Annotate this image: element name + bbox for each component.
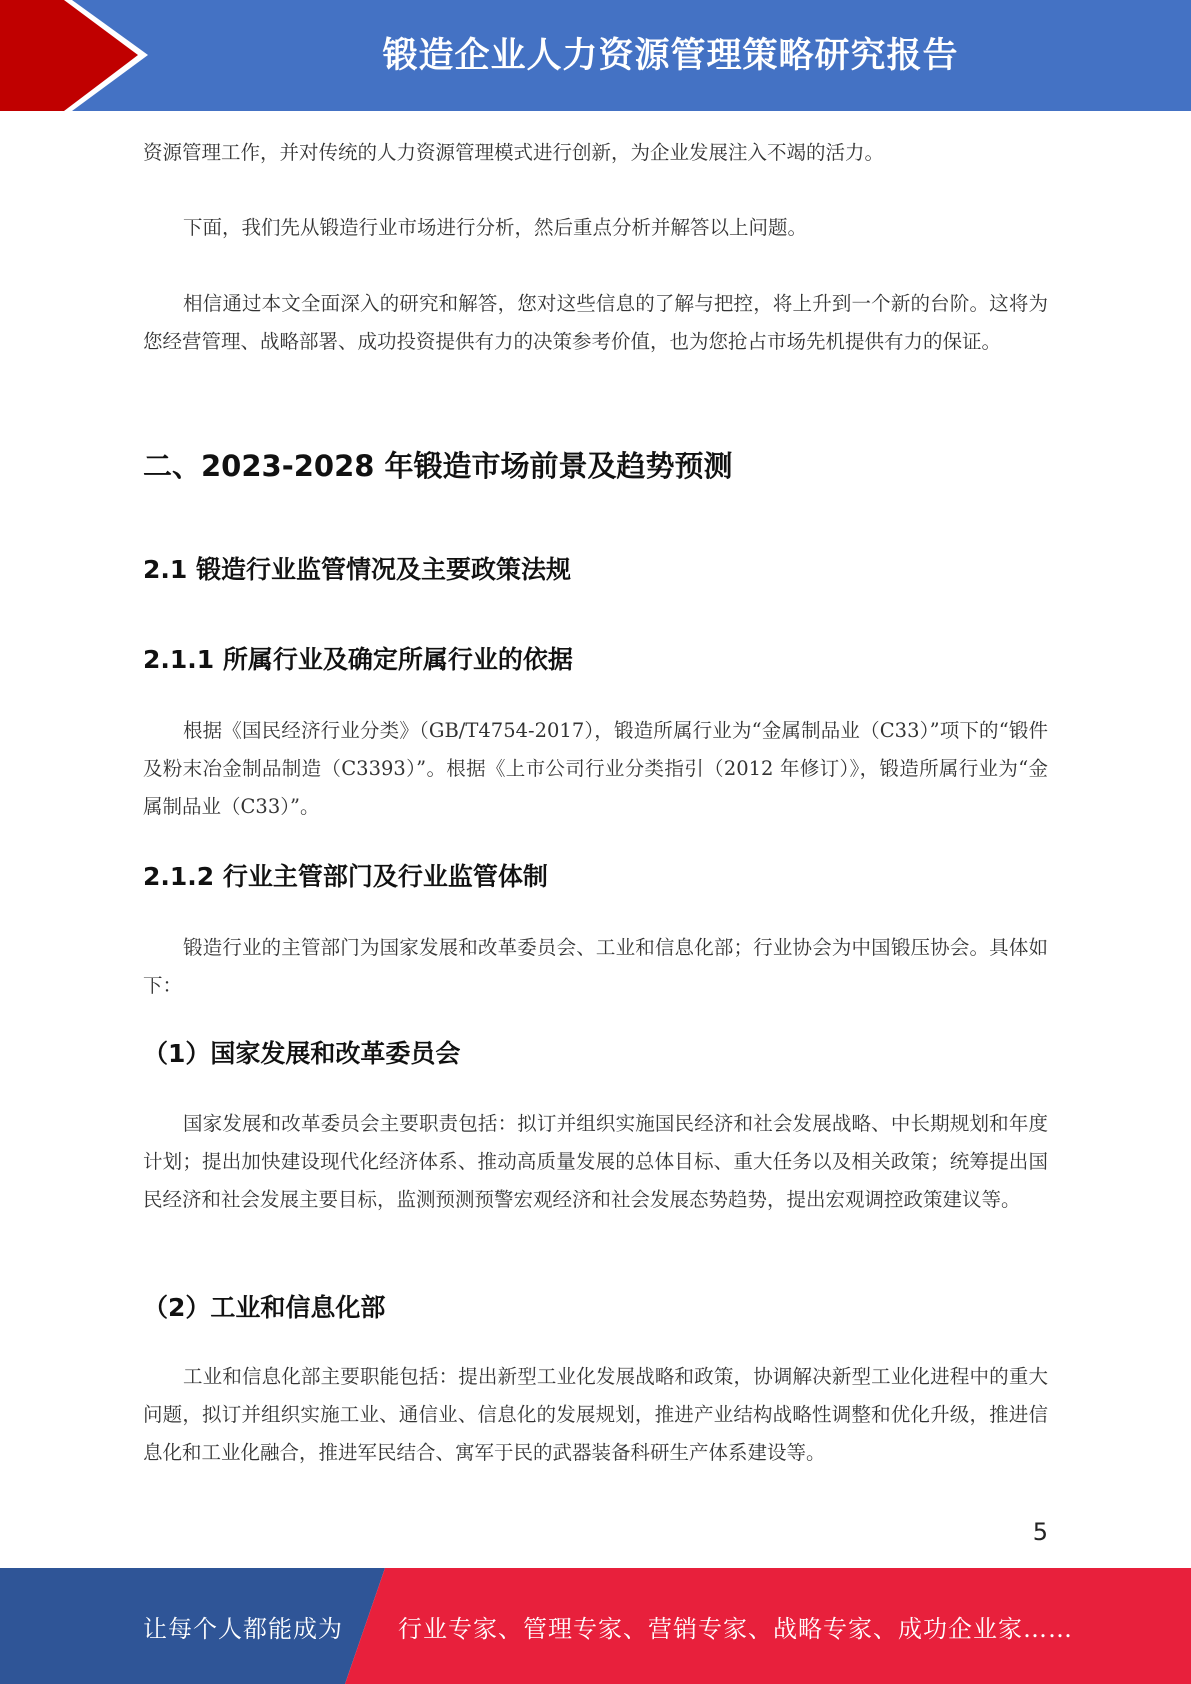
- header-arrow-decoration: [0, 0, 160, 111]
- paragraph-next-steps: 下面，我们先从锻造行业市场进行分析，然后重点分析并解答以上问题。: [183, 216, 808, 239]
- subsection-heading-2-1: 2.1 锻造行业监管情况及主要政策法规: [143, 555, 571, 584]
- section-heading-2: 二、2023-2028 年锻造市场前景及趋势预测: [143, 449, 733, 483]
- paragraph-value-statement: 相信通过本文全面深入的研究和解答，您对这些信息的了解与把控，将上升到一个新的台阶。这将为您经营管理、战略部署、成功投资提供有力的决策参考价值，也为您抢占市场先机提供有力的保证。: [143, 292, 1048, 353]
- footer-slogan-left: 让每个人都能成为: [143, 1614, 343, 1643]
- paragraph-industry-classification: 根据《国民经济行业分类》（GB/T4754-2017），锻造所属行业为“金属制品业（C33）”项下的“锻件及粉末冶金制品制造（C3393）”。根据《上市公司行业分类指引（2012 年修订）》，锻造所属行业为“金属制品业（C33）”。: [143, 719, 1048, 818]
- subsection-heading-2-1-1: 2.1.1 所属行业及确定所属行业的依据: [143, 645, 573, 674]
- document-title: 锻造企业人力资源管理策略研究报告: [382, 35, 959, 76]
- heading-miit: （2）工业和信息化部: [143, 1293, 386, 1322]
- paragraph-ndrc-duties: 国家发展和改革委员会主要职责包括：拟订并组织实施国民经济和社会发展战略、中长期规划和年度计划；提出加快建设现代化经济体系、推动高质量发展的总体目标、重大任务以及相关政策；统筹提出国民经济和社会发展主要目标，监测预测预警宏观经济和社会发展态势趋势，提出宏观调控政策建议等。: [143, 1112, 1048, 1211]
- page-header: [0, 0, 1191, 111]
- paragraph-intro-continuation: 资源管理工作，并对传统的人力资源管理模式进行创新，为企业发展注入不竭的活力。: [143, 141, 885, 164]
- subsection-heading-2-1-2: 2.1.2 行业主管部门及行业监管体制: [143, 862, 548, 891]
- page-number: 5: [1032, 1518, 1048, 1546]
- paragraph-regulators: 锻造行业的主管部门为国家发展和改革委员会、工业和信息化部；行业协会为中国锻压协会。具体如下：: [143, 936, 1048, 997]
- paragraph-miit-duties: 工业和信息化部主要职能包括：提出新型工业化发展战略和政策，协调解决新型工业化进程中的重大问题，拟订并组织实施工业、通信业、信息化的发展规划，推进产业结构战略性调整和优化升级，推进信息化和工业化融合，推进军民结合、寓军于民的武器装备科研生产体系建设等。: [143, 1365, 1048, 1464]
- page-footer: [0, 1568, 1191, 1684]
- heading-ndrc: （1）国家发展和改革委员会: [143, 1039, 461, 1068]
- footer-slogan-right: 行业专家、管理专家、营销专家、战略专家、成功企业家……: [398, 1614, 1073, 1643]
